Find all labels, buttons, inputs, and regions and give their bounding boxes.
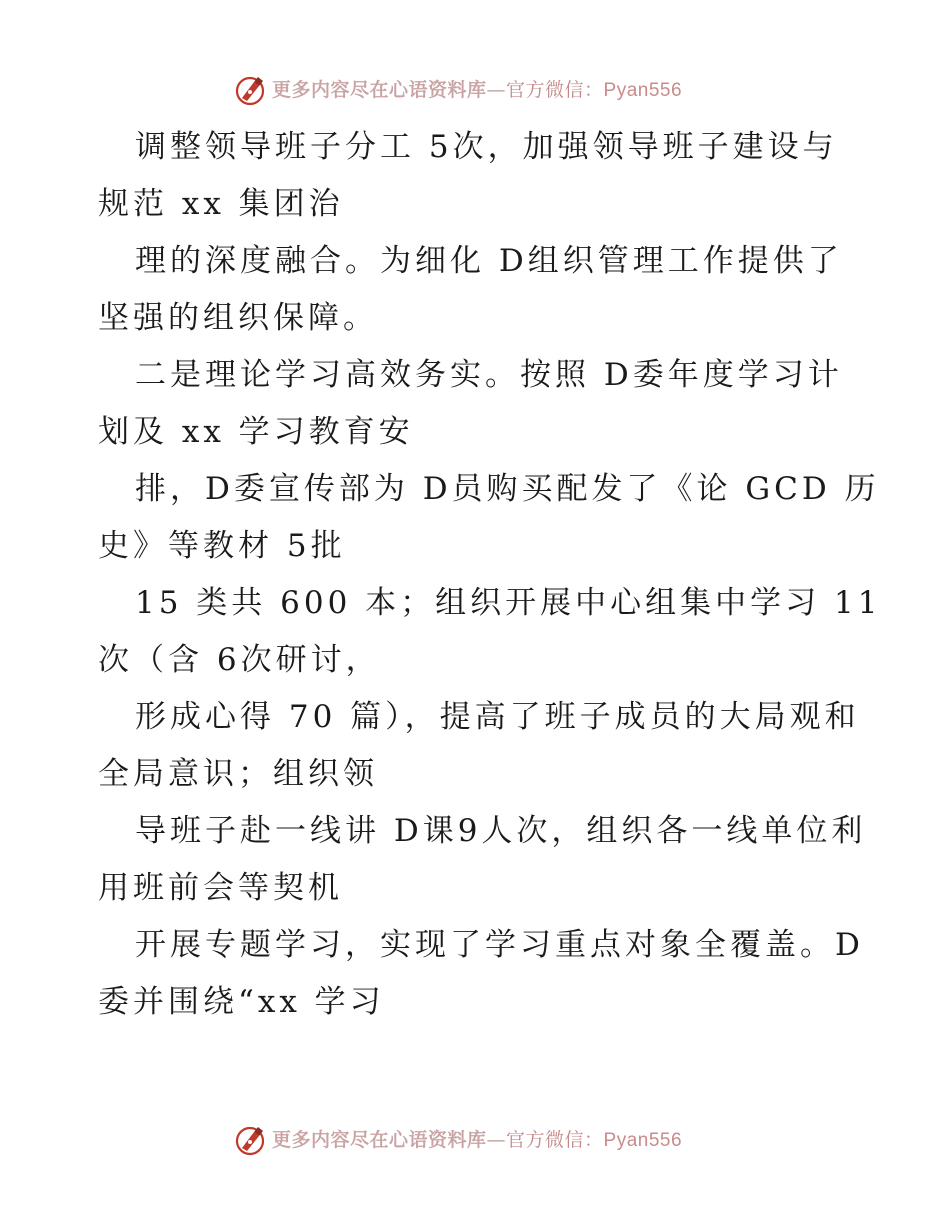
body-line: 坚强的组织保障。 xyxy=(98,300,378,336)
banner-site-name: 更多内容尽在心语资料库 xyxy=(272,1129,487,1151)
pen-nib-circle-icon xyxy=(232,72,268,108)
header-banner-text xyxy=(272,76,682,105)
pen-nib-circle-icon xyxy=(232,1122,268,1158)
banner-site-name: 更多内容尽在心语资料库 xyxy=(272,79,487,101)
banner-wechat-label: 官方微信： xyxy=(506,1129,604,1151)
banner-separator: — xyxy=(486,1129,507,1151)
banner-wechat-label: 官方微信： xyxy=(506,79,604,101)
body-line: 次（含 6次研讨， xyxy=(98,642,381,678)
body-line: 导班子赴一线讲 D课9人次，组织各一线单位利 xyxy=(135,813,867,849)
header-banner xyxy=(0,70,950,110)
body-line: 委并围绕“xx 学习 xyxy=(98,984,385,1020)
body-line: 史》等教材 5批 xyxy=(98,528,346,564)
body-line: 形成心得 70 篇），提高了班子成员的大局观和 xyxy=(135,699,860,735)
banner-separator: — xyxy=(486,79,507,101)
body-line: 用班前会等契机 xyxy=(98,870,343,906)
body-line: 理的深度融合。为细化 D组织管理工作提供了 xyxy=(135,243,843,279)
body-line: 规范 xx 集团治 xyxy=(98,186,344,222)
body-line: 排，D委宣传部为 D员购买配发了《论 GCD 历 xyxy=(135,471,880,507)
body-line: 划及 xx 学习教育安 xyxy=(98,414,414,450)
banner-wechat-handle: Pyan556 xyxy=(603,1130,683,1151)
banner-wechat-handle: Pyan556 xyxy=(603,80,683,101)
footer-banner-text xyxy=(272,1126,682,1155)
body-line: 调整领导班子分工 5次，加强领导班子建设与 xyxy=(135,129,838,165)
body-line: 全局意识；组织领 xyxy=(98,756,378,792)
footer-banner xyxy=(0,1120,950,1160)
body-line: 开展专题学习，实现了学习重点对象全覆盖。D xyxy=(135,927,864,963)
body-line: 二是理论学习高效务实。按照 D委年度学习计 xyxy=(135,357,843,393)
body-line: 15 类共 600 本；组织开展中心组集中学习 11 xyxy=(135,585,882,621)
